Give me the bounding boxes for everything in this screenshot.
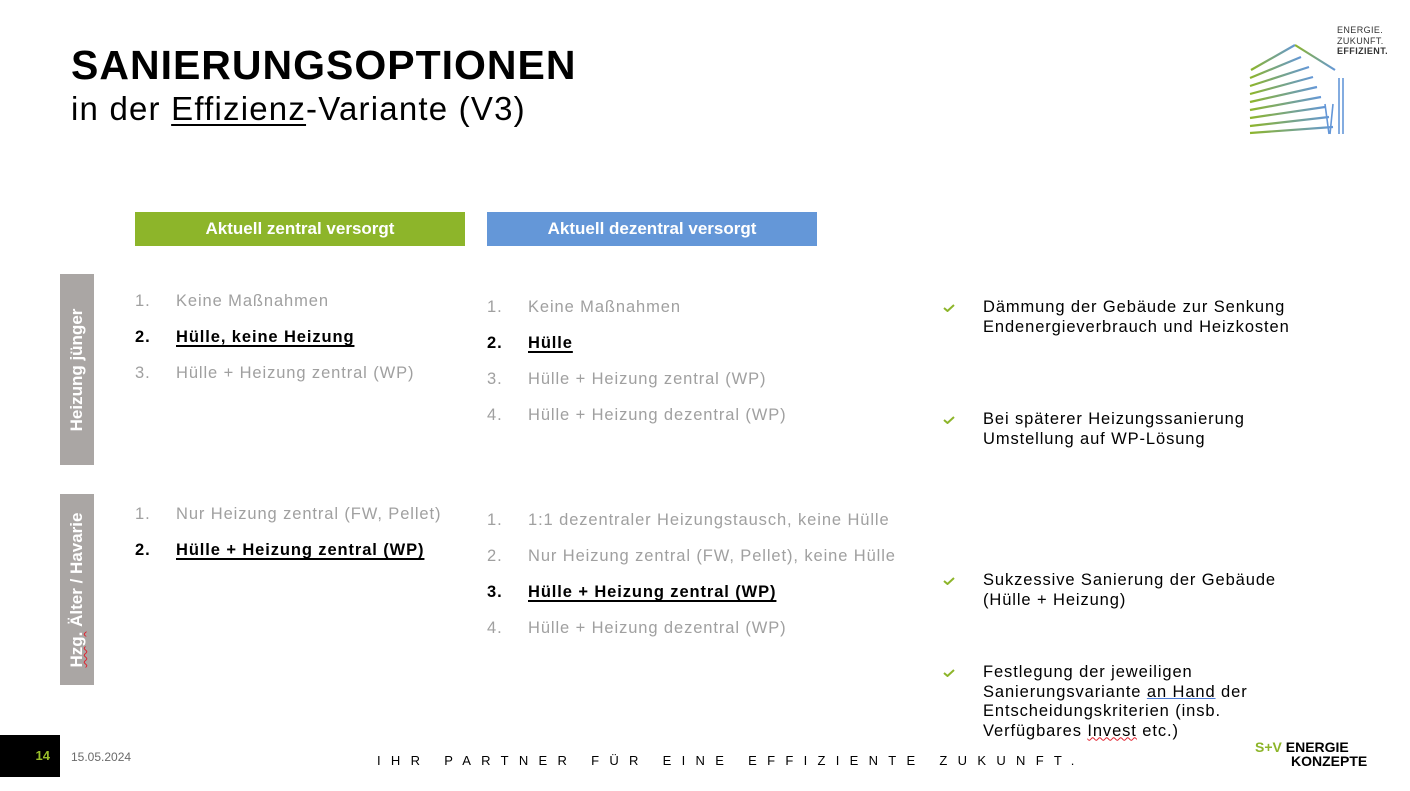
building-logo-icon <box>1247 42 1347 138</box>
page-title: SANIERUNGSOPTIONEN <box>71 42 577 88</box>
brand-slogan-line: ZUKUNFT. <box>1337 35 1384 46</box>
list-item: 1. Keine Maßnahmen <box>487 298 681 316</box>
company-logo <box>1255 740 1367 768</box>
list-item: 2. Hülle + Heizung zentral (WP) <box>135 541 425 559</box>
list-item: 4. Hülle + Heizung dezentral (WP) <box>487 406 787 424</box>
row-label-old <box>60 494 94 685</box>
company-logo-prefix: S+V <box>1255 739 1282 755</box>
column-header-decentral: Aktuell dezentral versorgt <box>487 212 817 246</box>
note-item <box>941 571 1303 610</box>
check-icon <box>943 304 955 312</box>
note-text: Festlegung der jeweiligen Sanierungsvariante <box>983 663 1193 701</box>
footer-date: 15.05.2024 <box>71 750 132 764</box>
list-item: 1. Keine Maßnahmen <box>135 292 329 310</box>
note-text: Dämmung der Gebäude zur Senkung Endenergieverbrauch und Heizkosten <box>983 298 1290 336</box>
list-item: 4. Hülle + Heizung dezentral (WP) <box>487 619 787 637</box>
list-item: 1. 1:1 dezentraler Heizungstausch, keine Hülle <box>487 511 890 529</box>
note-text: Sukzessive Sanierung der Gebäude (Hülle + Heizung) <box>983 571 1276 609</box>
list-item: 3. Hülle + Heizung zentral (WP) <box>487 583 777 601</box>
check-icon <box>943 669 955 677</box>
note-item <box>941 663 1303 741</box>
brand-slogan-line: ENERGIE. <box>1337 25 1384 35</box>
subtitle-suffix: -Variante (V3) <box>306 90 526 127</box>
list-item: 3. Hülle + Heizung zentral (WP) <box>487 370 767 388</box>
subtitle-prefix: in der <box>71 90 172 127</box>
brand-slogan-line: EFFIZIENT. <box>1337 46 1388 56</box>
note-item <box>941 298 1303 337</box>
company-logo-line2: KONZEPTE <box>1291 753 1368 769</box>
row-label-old-text: Hzg. Älter / Havarie <box>67 512 86 667</box>
brand-slogan <box>1337 25 1388 57</box>
row-label-young <box>60 274 94 465</box>
note-text-spellcheck: Invest <box>1087 721 1137 740</box>
note-text: Bei späterer Heizungssanierung Umstellung auf WP-Lösung <box>983 410 1245 448</box>
options-list-old-decentral <box>487 511 896 655</box>
page-subtitle <box>71 90 526 128</box>
footer-tagline: IHR PARTNER FÜR EINE EFFIZIENTE ZUKUNFT. <box>377 753 1085 768</box>
row-label-young-text: Heizung jünger <box>67 308 86 431</box>
options-list-old-central <box>135 505 441 577</box>
note-item <box>941 410 1303 449</box>
note-text: der Entscheidungskriterien (insb. Verfügbares <box>983 682 1248 740</box>
page-number: 14 <box>0 735 60 777</box>
list-item: 3. Hülle + Heizung zentral (WP) <box>135 364 415 382</box>
check-icon <box>943 577 955 585</box>
list-item: 2. Hülle <box>487 334 573 352</box>
company-logo-line1: ENERGIE <box>1285 739 1349 755</box>
list-item: 2. Hülle, keine Heizung <box>135 328 355 346</box>
options-list-young-decentral <box>487 298 787 442</box>
options-list-young-central <box>135 292 414 400</box>
note-text-marked: an Hand <box>1146 682 1216 701</box>
check-icon <box>943 416 955 424</box>
subtitle-underlined: Effizienz <box>171 90 307 127</box>
note-text: etc.) <box>1136 721 1179 740</box>
list-item: 2. Nur Heizung zentral (FW, Pellet), keine Hülle <box>487 547 896 565</box>
column-header-central: Aktuell zentral versorgt <box>135 212 465 246</box>
list-item: 1. Nur Heizung zentral (FW, Pellet) <box>135 505 442 523</box>
